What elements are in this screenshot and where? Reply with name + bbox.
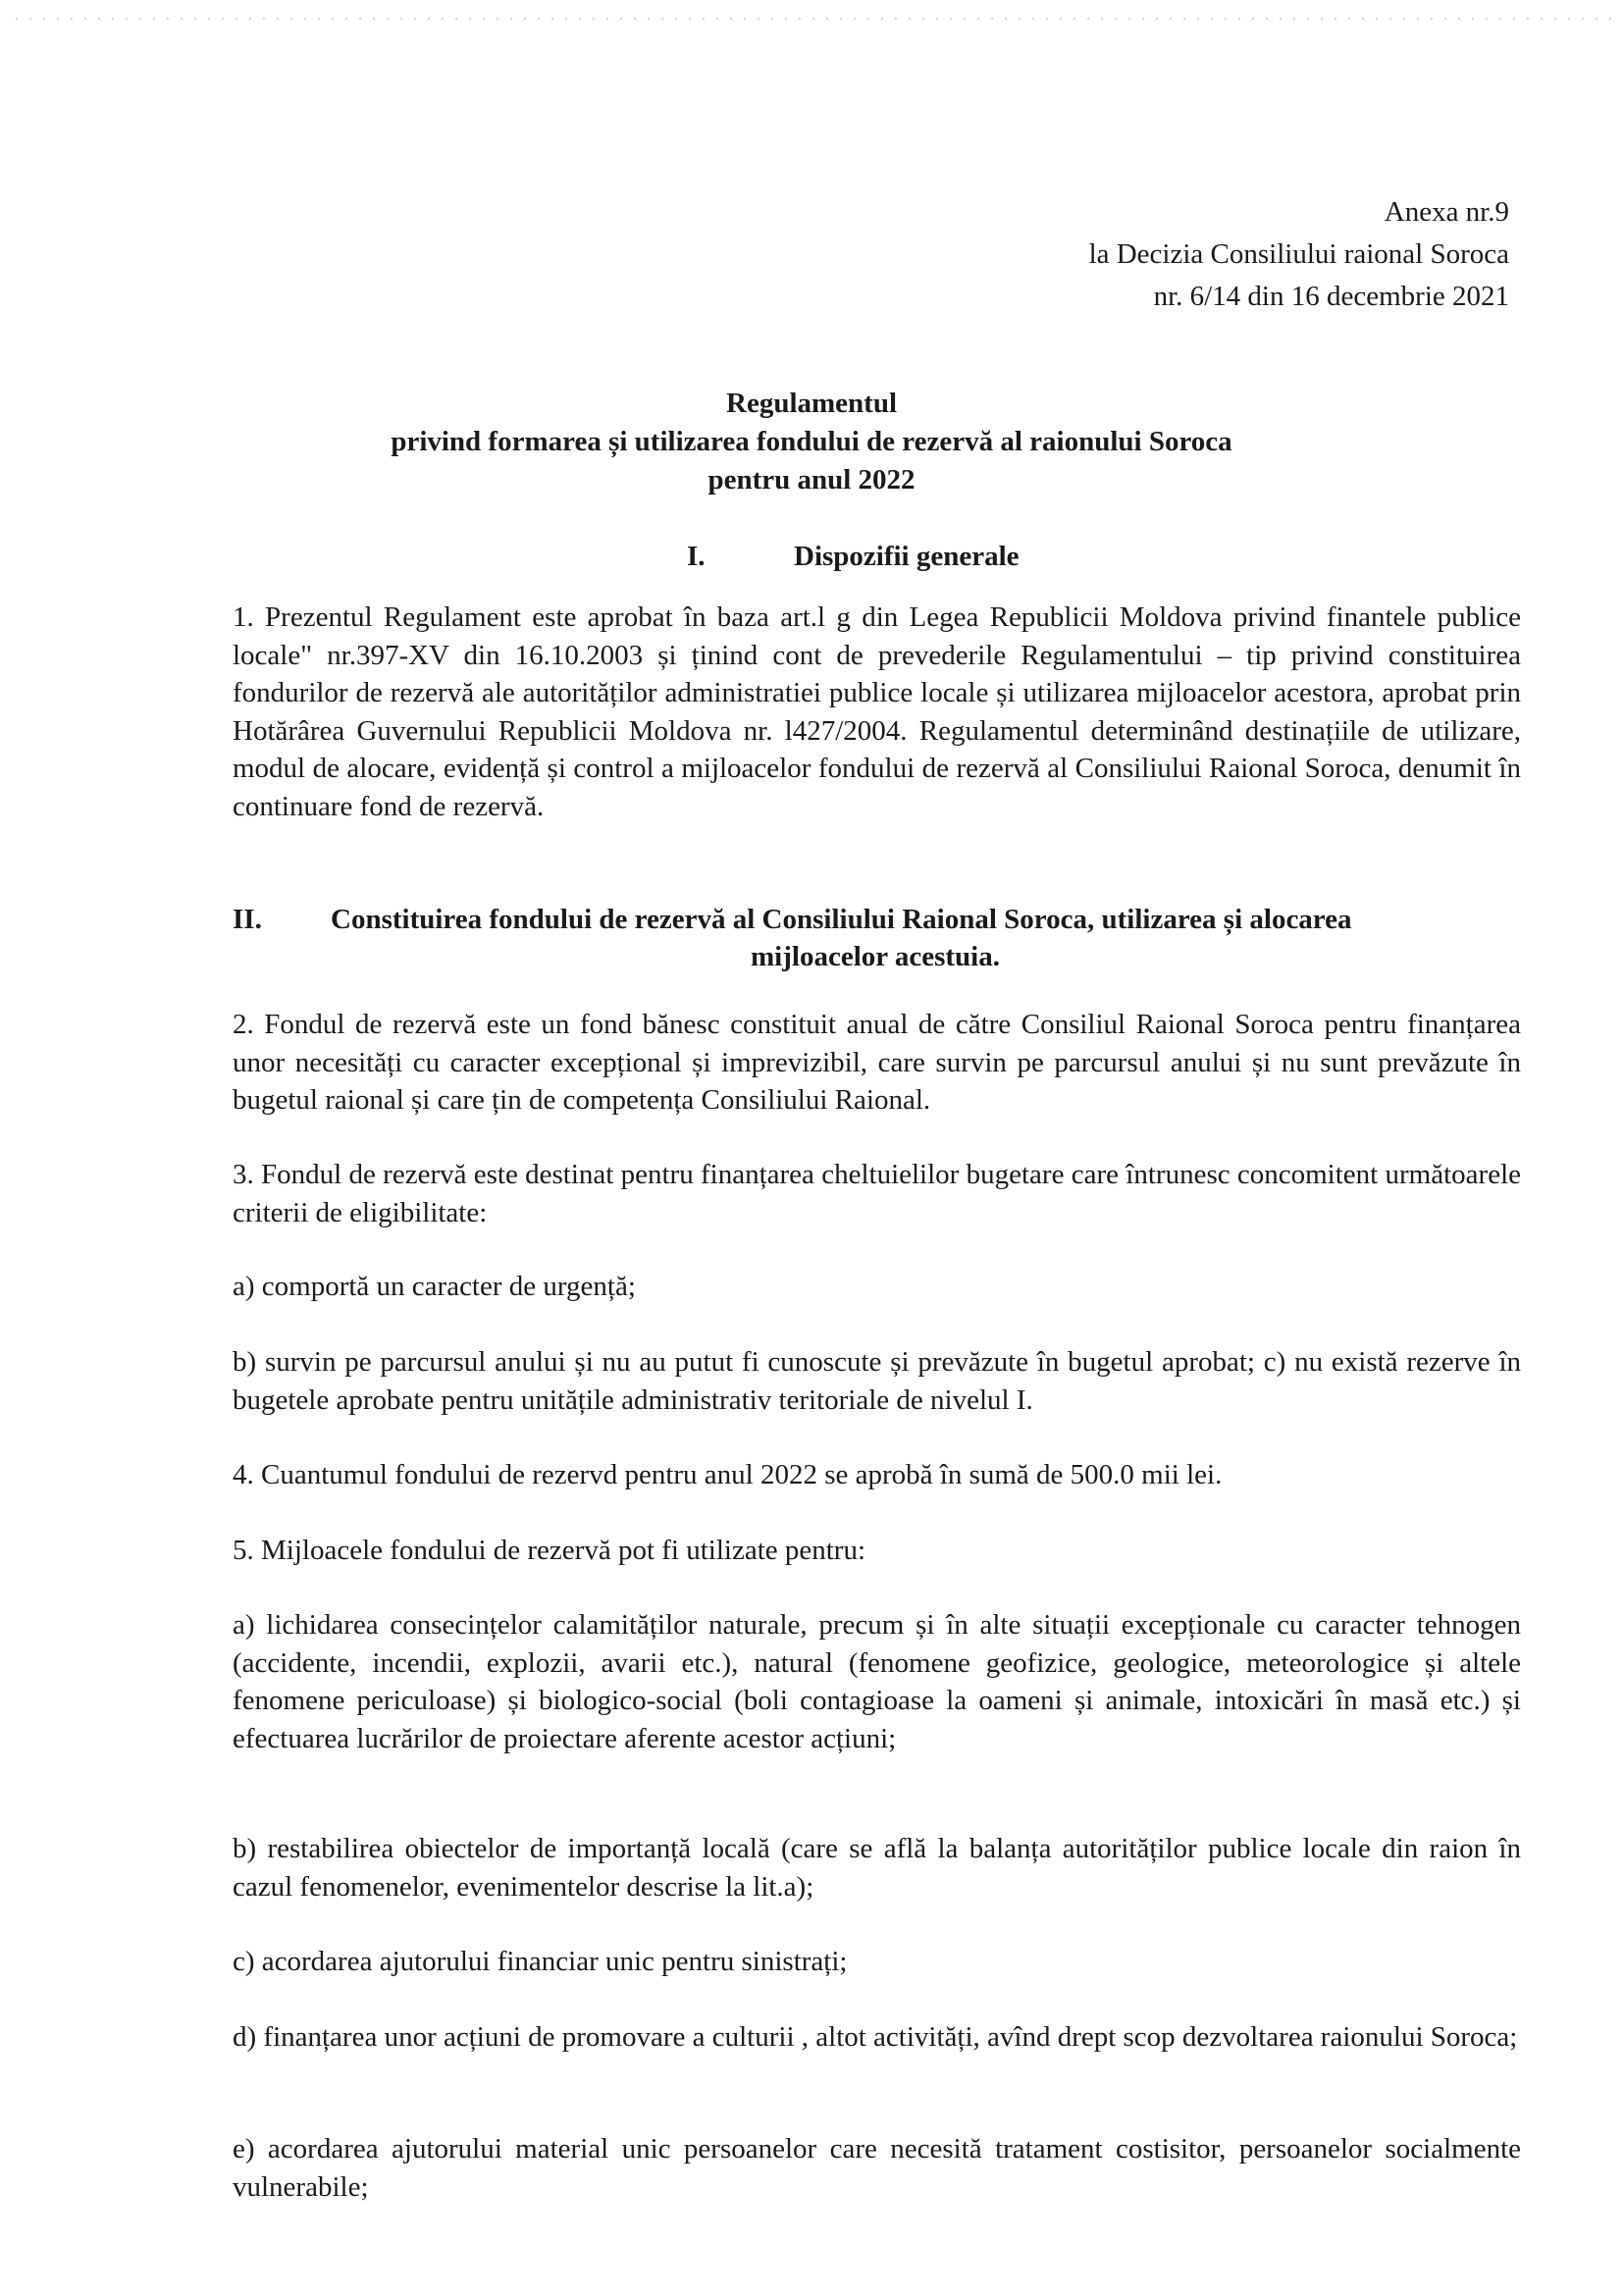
annex-reference [1089,191,1509,318]
paragraph-5c: c) acordarea ajutorului financiar unic pentru sinistrați; [233,1946,848,1977]
section-number: I. [687,541,706,572]
paragraph-5d: d) finanțarea unor acțiuni de promovare a culturii , altot activități, avînd drept scop dezvoltarea raionului Soroca; [233,2021,1518,2053]
section-title-line-2: mijloacelor acestuia. [751,941,1000,972]
annex-decision: la Decizia Consiliului raional Soroca [1088,238,1509,270]
title-line-1: Regulamentul [726,388,897,419]
title-line-2: privind formarea și utilizarea fondului de rezervă al raionului Soroca [391,426,1232,457]
paragraph-3b: b) survin pe parcursul anului și nu au putut fi cunoscute și prevăzute în bugetul aprobat; c) nu există rezerve în bugetele aprobate pentru unitățile administrativ teritoriale de nivelul I. [233,1346,1521,1416]
paragraph-4: 4. Cuantumul fondului de rezervd pentru anul 2022 se aprobă în sumă de 500.0 mii lei. [233,1459,1223,1490]
annex-number: Anexa nr.9 [1384,196,1509,228]
paragraph-5: 5. Mijloacele fondului de rezervă pot fi utilizate pentru: [233,1535,866,1566]
paragraph-5a: a) lichidarea consecințelor calamităților naturale, precum și în alte situații excepționale cu caracter tehnogen (accidente, incendii, explozii, avarii etc.), natural (fenomene geofizice, geologice, meteorologice și altele fenomene periculoase) și biologico-social (boli contagioase la oameni și animale, intoxicări în masă etc.) și efectuarea lucrărilor de proiectare aferente acestor acțiuni; [233,1609,1521,1754]
section-number: II. [233,904,262,935]
paragraph-3a: a) comportă un caracter de urgență; [233,1271,636,1302]
paragraph-2: 2. Fondul de rezervă este un fond bănesc constituit anual de către Consiliul Raional Soroca pentru finanțarea unor necesități cu caracter excepțional și imprevizibil, care survin pe parcursul anului și nu sunt prevăzute în bugetul raional și care țin de competența Consiliului Raional. [233,1009,1521,1116]
paragraph-5e: e) acordarea ajutorului material unic persoanelor care necesită tratament costisitor, persoanelor socialmente vulnerabile; [233,2133,1521,2203]
paragraph-3: 3. Fondul de rezervă este destinat pentru finanțarea cheltuielilor bugetare care întrunesc concomitent următoarele criterii de eligibilitate: [233,1159,1521,1228]
section-title-line-1: Constituirea fondului de rezervă al Consiliului Raional Soroca, utilizarea și alocarea [331,904,1352,935]
title-line-3: pentru anul 2022 [707,464,916,496]
section-heading-1 [687,538,1020,575]
paragraph-1: 1. Prezentul Regulament este aprobat în baza art.l g din Legea Republicii Moldova privind finantele publice locale" nr.397-XV din 16.10.2003 și ținind cont de prevederile Regulamentului – tip privind constituirea fondurilor de rezervă ale autorităților administratiei publice locale și utilizarea mijloacelor acestora, aprobat prin Hotărârea Guvernului Republicii Moldova nr. l427/2004. Regulamentul determinând destinațiile de utilizare, modul de alocare, evidență și control a mijloacelor fondului de rezervă al Consiliului Raional Soroca, denumit în continuare fond de rezervă. [233,601,1521,822]
section-title: Dispozifii generale [794,541,1020,572]
annex-decision-number: nr. 6/14 din 16 decembrie 2021 [1153,281,1509,312]
section-heading-2 [233,901,1518,975]
scan-artifact-line [10,18,1613,20]
document-title [0,385,1623,499]
paragraph-5b: b) restabilirea obiectelor de importanță locală (care se află la balanța autorităților publice locale din raion în cazul fenomenelor, evenimentelor descrise la lit.a); [233,1833,1521,1903]
